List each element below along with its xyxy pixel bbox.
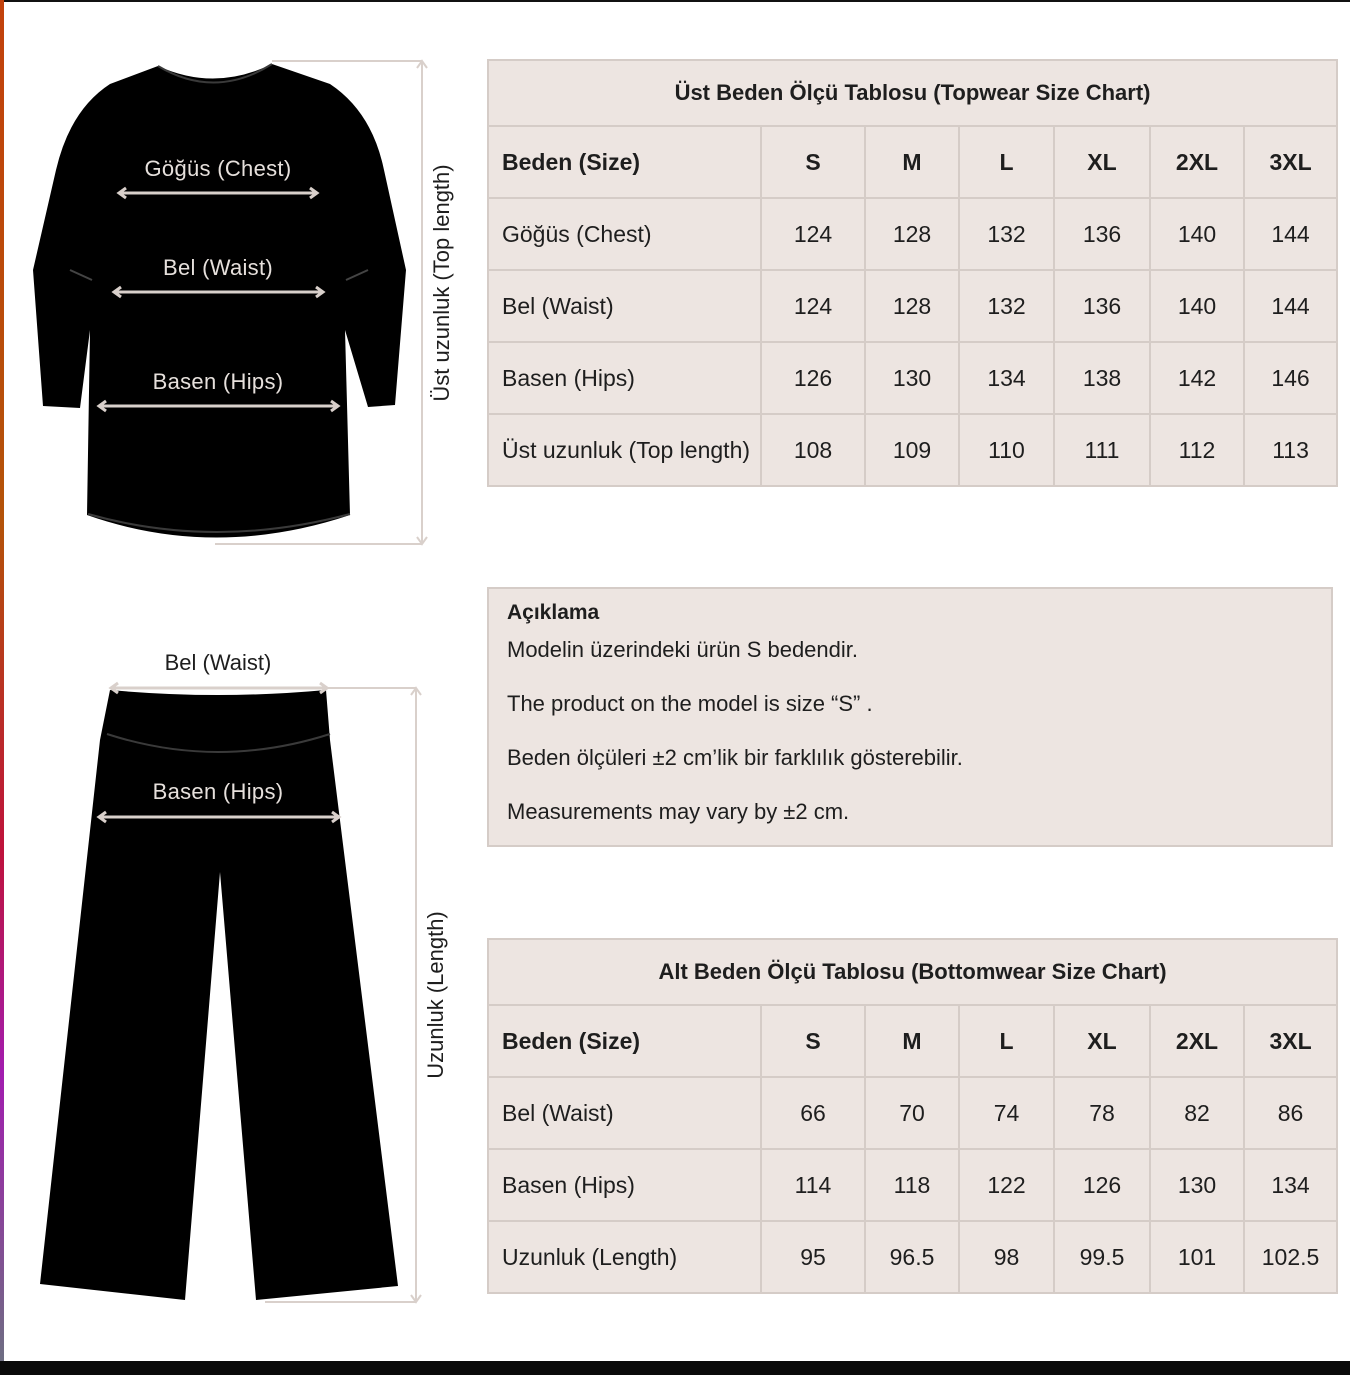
cell: 136 — [1054, 270, 1150, 342]
cell: 144 — [1244, 270, 1337, 342]
cell: 109 — [865, 414, 959, 486]
size-l: L — [959, 126, 1054, 198]
cell: 101 — [1150, 1221, 1244, 1293]
size-xl: XL — [1054, 126, 1150, 198]
description-line: The product on the model is size “S” . — [507, 691, 873, 716]
cell: 111 — [1054, 414, 1150, 486]
description-box — [487, 587, 1333, 847]
cell: 114 — [761, 1149, 865, 1221]
bottomwear-size-table — [487, 938, 1338, 1294]
top-length-label: Üst uzunluk (Top length) — [429, 164, 454, 402]
cell: 78 — [1054, 1077, 1150, 1149]
size-l: L — [959, 1005, 1054, 1077]
cell: 102.5 — [1244, 1221, 1337, 1293]
cell: 134 — [1244, 1149, 1337, 1221]
top-waist-label: Bel (Waist) — [162, 255, 274, 280]
cell: 108 — [761, 414, 865, 486]
cell: 130 — [1150, 1149, 1244, 1221]
cell: 132 — [959, 270, 1054, 342]
description-heading: Açıklama — [507, 601, 600, 624]
cell: 98 — [959, 1221, 1054, 1293]
size-m: M — [865, 126, 959, 198]
cell: 128 — [865, 198, 959, 270]
size-header: Beden (Size) — [488, 1005, 761, 1077]
size-xl: XL — [1054, 1005, 1150, 1077]
cell: 136 — [1054, 198, 1150, 270]
cell: 140 — [1150, 270, 1244, 342]
cell: 144 — [1244, 198, 1337, 270]
size-s: S — [761, 126, 865, 198]
bottomwear-title: Alt Beden Ölçü Tablosu (Bottomwear Size Chart) — [488, 939, 1337, 1005]
description-line: Measurements may vary by ±2 cm. — [507, 799, 850, 824]
bottom-border — [0, 1361, 1350, 1375]
row-label: Üst uzunluk (Top length) — [488, 414, 761, 486]
cell: 70 — [865, 1077, 959, 1149]
size-2xl: 2XL — [1150, 1005, 1244, 1077]
illustrations — [0, 0, 480, 1375]
cell: 113 — [1244, 414, 1337, 486]
cell: 146 — [1244, 342, 1337, 414]
top-garment-drawing — [33, 64, 406, 538]
size-2xl: 2XL — [1150, 126, 1244, 198]
table-row — [488, 1221, 1337, 1293]
table-row — [488, 270, 1337, 342]
garment-drawings — [0, 0, 480, 1375]
cell: 99.5 — [1054, 1221, 1150, 1293]
top-hips-label: Basen (Hips) — [152, 369, 284, 394]
topwear-header-row — [488, 126, 1337, 198]
cell: 86 — [1244, 1077, 1337, 1149]
cell: 128 — [865, 270, 959, 342]
table-row — [488, 1149, 1337, 1221]
table-row — [488, 414, 1337, 486]
cell: 118 — [865, 1149, 959, 1221]
row-label: Uzunluk (Length) — [488, 1221, 761, 1293]
cell: 110 — [959, 414, 1054, 486]
row-label: Göğüs (Chest) — [488, 198, 761, 270]
pants-length-label: Uzunluk (Length) — [423, 911, 448, 1079]
pants-hips-label: Basen (Hips) — [152, 779, 284, 804]
cell: 126 — [1054, 1149, 1150, 1221]
size-3xl: 3XL — [1244, 126, 1337, 198]
cell: 122 — [959, 1149, 1054, 1221]
size-header: Beden (Size) — [488, 126, 761, 198]
row-label: Basen (Hips) — [488, 342, 761, 414]
topwear-title: Üst Beden Ölçü Tablosu (Topwear Size Chart) — [488, 60, 1337, 126]
cell: 96.5 — [865, 1221, 959, 1293]
description-line: Modelin üzerindeki ürün S bedendir. — [507, 637, 859, 662]
cell: 130 — [865, 342, 959, 414]
bottomwear-header-row — [488, 1005, 1337, 1077]
table-row — [488, 198, 1337, 270]
description-line: Beden ölçüleri ±2 cm’lik bir farklılık gösterebilir. — [507, 745, 963, 770]
cell: 140 — [1150, 198, 1244, 270]
cell: 124 — [761, 198, 865, 270]
row-label: Bel (Waist) — [488, 270, 761, 342]
pants-waist-label: Bel (Waist) — [164, 650, 272, 675]
row-label: Bel (Waist) — [488, 1077, 761, 1149]
size-m: M — [865, 1005, 959, 1077]
cell: 66 — [761, 1077, 865, 1149]
cell: 95 — [761, 1221, 865, 1293]
table-row — [488, 1077, 1337, 1149]
cell: 124 — [761, 270, 865, 342]
top-chest-label: Göğüs (Chest) — [144, 156, 292, 181]
cell: 134 — [959, 342, 1054, 414]
table-row — [488, 342, 1337, 414]
size-s: S — [761, 1005, 865, 1077]
cell: 74 — [959, 1077, 1054, 1149]
cell: 132 — [959, 198, 1054, 270]
topwear-size-table — [487, 59, 1338, 487]
cell: 126 — [761, 342, 865, 414]
cell: 112 — [1150, 414, 1244, 486]
cell: 142 — [1150, 342, 1244, 414]
row-label: Basen (Hips) — [488, 1149, 761, 1221]
cell: 82 — [1150, 1077, 1244, 1149]
size-3xl: 3XL — [1244, 1005, 1337, 1077]
cell: 138 — [1054, 342, 1150, 414]
